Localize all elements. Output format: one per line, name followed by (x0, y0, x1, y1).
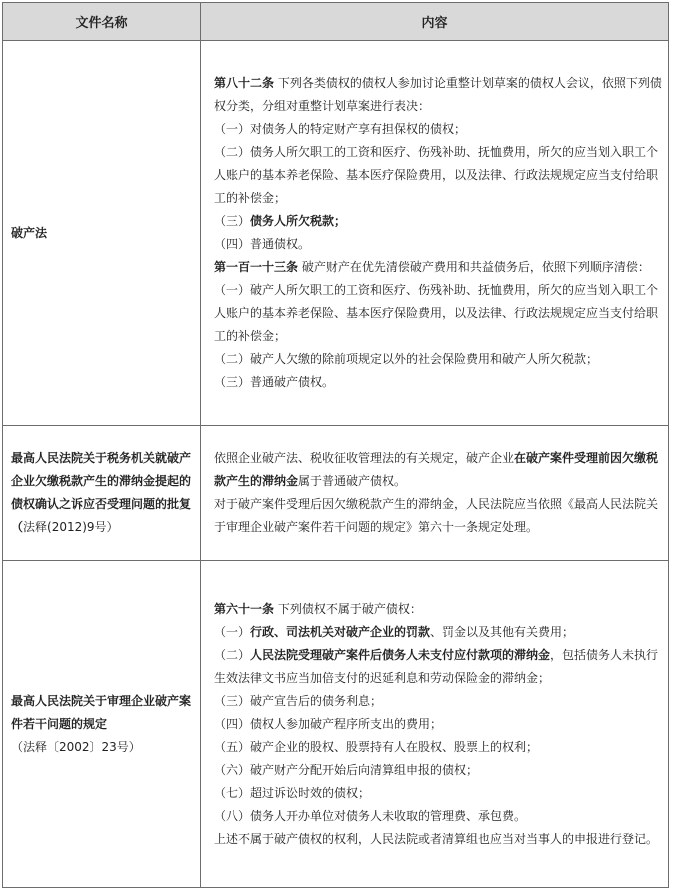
clause-text: （二）破产人欠缴的除前项规定以外的社会保险费用和破产人所欠税款； (214, 352, 599, 366)
file-number: （法释〔2002〕23号） (11, 739, 141, 754)
clause-text: （三）普通破产债权。 (214, 375, 335, 389)
table-row (3, 41, 669, 426)
header-row (3, 3, 669, 41)
file-name-cell (3, 426, 201, 561)
content-cell (201, 426, 669, 561)
clause-paragraph (214, 598, 662, 621)
clause-text: 对于破产案件受理后因欠缴税款产生的滞纳金，人民法院应当依照《最高人民法院关于审理企业破产案件若干问题的规定》第六十一条规定处理。 (214, 497, 659, 534)
clause-paragraph (214, 371, 662, 394)
clause-text: （八）债务人开办单位对债务人未收取的管理费、承包费。 (214, 808, 527, 823)
clause-paragraph (214, 690, 662, 713)
clause-text: （六）破产财产分配开始后向清算组申报的债权； (214, 762, 479, 777)
clause-paragraph (214, 713, 662, 736)
clause-text: （一） (214, 624, 251, 639)
clause-text: （一）破产人所欠职工的工资和医疗、伤残补助、抚恤费用，所欠的应当划入职工个人账户的基本养老保险、基本医疗保险费用，以及法律、行政法规规定应当支付给职工的补偿金； (214, 283, 659, 343)
clause-text: （三） (214, 214, 251, 228)
clause-text: （一）对债务人的特定财产享有担保权的债权； (214, 122, 467, 136)
clause-text: 上述不属于破产债权的权利，人民法院或者清算组也应当对当事人的申报进行登记。 (214, 831, 659, 846)
clause-paragraph (214, 210, 662, 233)
clause-paragraph (214, 621, 662, 644)
emphasis-text: 第八十二条 (214, 76, 275, 90)
header-content: 内容 (201, 3, 669, 41)
file-name: 破产法 (11, 225, 48, 240)
clause-paragraph (214, 493, 662, 539)
clause-paragraph (214, 805, 662, 828)
content-cell (201, 41, 669, 426)
content-cell (201, 561, 669, 888)
clause-paragraph (214, 256, 662, 279)
clause-paragraph (214, 447, 662, 493)
file-name-cell (3, 41, 201, 426)
clause-text: （四）债权人参加破产程序所支出的费用； (214, 716, 443, 731)
clause-paragraph (214, 141, 662, 210)
clause-text: ，包括债务人未执行生效法律文书应当加倍支付的迟延利息和劳动保险金的滞纳金； (214, 647, 659, 685)
table-row (3, 426, 669, 561)
clause-paragraph (214, 736, 662, 759)
clause-paragraph (214, 233, 662, 256)
clause-text: 下列债权不属于破产债权： (274, 601, 422, 616)
clause-paragraph (214, 828, 662, 851)
clause-paragraph (214, 759, 662, 782)
header-file-name: 文件名称 (3, 3, 201, 41)
emphasis-text: 第一百一十三条 (214, 260, 299, 274)
file-number: 法释(2012)9号） (23, 520, 119, 534)
file-name-cell (3, 561, 201, 888)
emphasis-text: 第六十一条 (214, 601, 275, 616)
clause-text: 、罚金以及其他有关费用； (430, 624, 575, 639)
clause-paragraph (214, 118, 662, 141)
clause-paragraph (214, 279, 662, 348)
clause-text: （二） (214, 647, 251, 662)
table-row (3, 561, 669, 888)
clause-paragraph (214, 782, 662, 805)
emphasis-text: 人民法院受理破产案件后债务人未支付应付款项的滞纳金 (250, 647, 551, 662)
clause-text: 属于普通破产债权。 (298, 474, 407, 488)
clause-text: （五）破产企业的股权、股票持有人在股权、股票上的权利； (214, 739, 539, 754)
file-name: 最高人民法院关于审理企业破产案件若干问题的规定 (11, 693, 192, 731)
clause-text: 破产财产在优先清偿破产费用和共益债务后，依照下列顺序清偿： (298, 260, 650, 274)
clause-text: 依照企业破产法、税收征收管理法的有关规定，破产企业 (214, 451, 515, 465)
emphasis-text: 债务人所欠税款； (250, 214, 347, 228)
clause-paragraph (214, 644, 662, 690)
clause-text: （二）债务人所欠职工的工资和医疗、伤残补助、抚恤费用，所欠的应当划入职工个人账户的基本养老保险、基本医疗保险费用，以及法律、行政法规规定应当支付给职工的补偿金； (214, 145, 659, 205)
law-comparison-table (2, 2, 669, 888)
clause-paragraph (214, 72, 662, 118)
clause-text: （七）超过诉讼时效的债权； (214, 785, 371, 800)
clause-paragraph (214, 348, 662, 371)
clause-text: （四）普通债权。 (214, 237, 311, 251)
clause-text: （三）破产宣告后的债务利息； (214, 693, 383, 708)
file-name: 最高人民法院关于税务机关就破产企业欠缴税款产生的滞纳金提起的债权确认之诉应否受理问题的批复（ (11, 451, 192, 534)
emphasis-text: 行政、司法机关对破产企业的罚款 (250, 624, 431, 639)
emphasis-text: 在破产案件受理前因欠缴税款产生的滞纳金 (214, 451, 659, 488)
clause-text: 下列各类债权的债权人参加讨论重整计划草案的债权人会议，依照下列债权分类，分组对重整计划草案进行表决： (214, 76, 662, 113)
